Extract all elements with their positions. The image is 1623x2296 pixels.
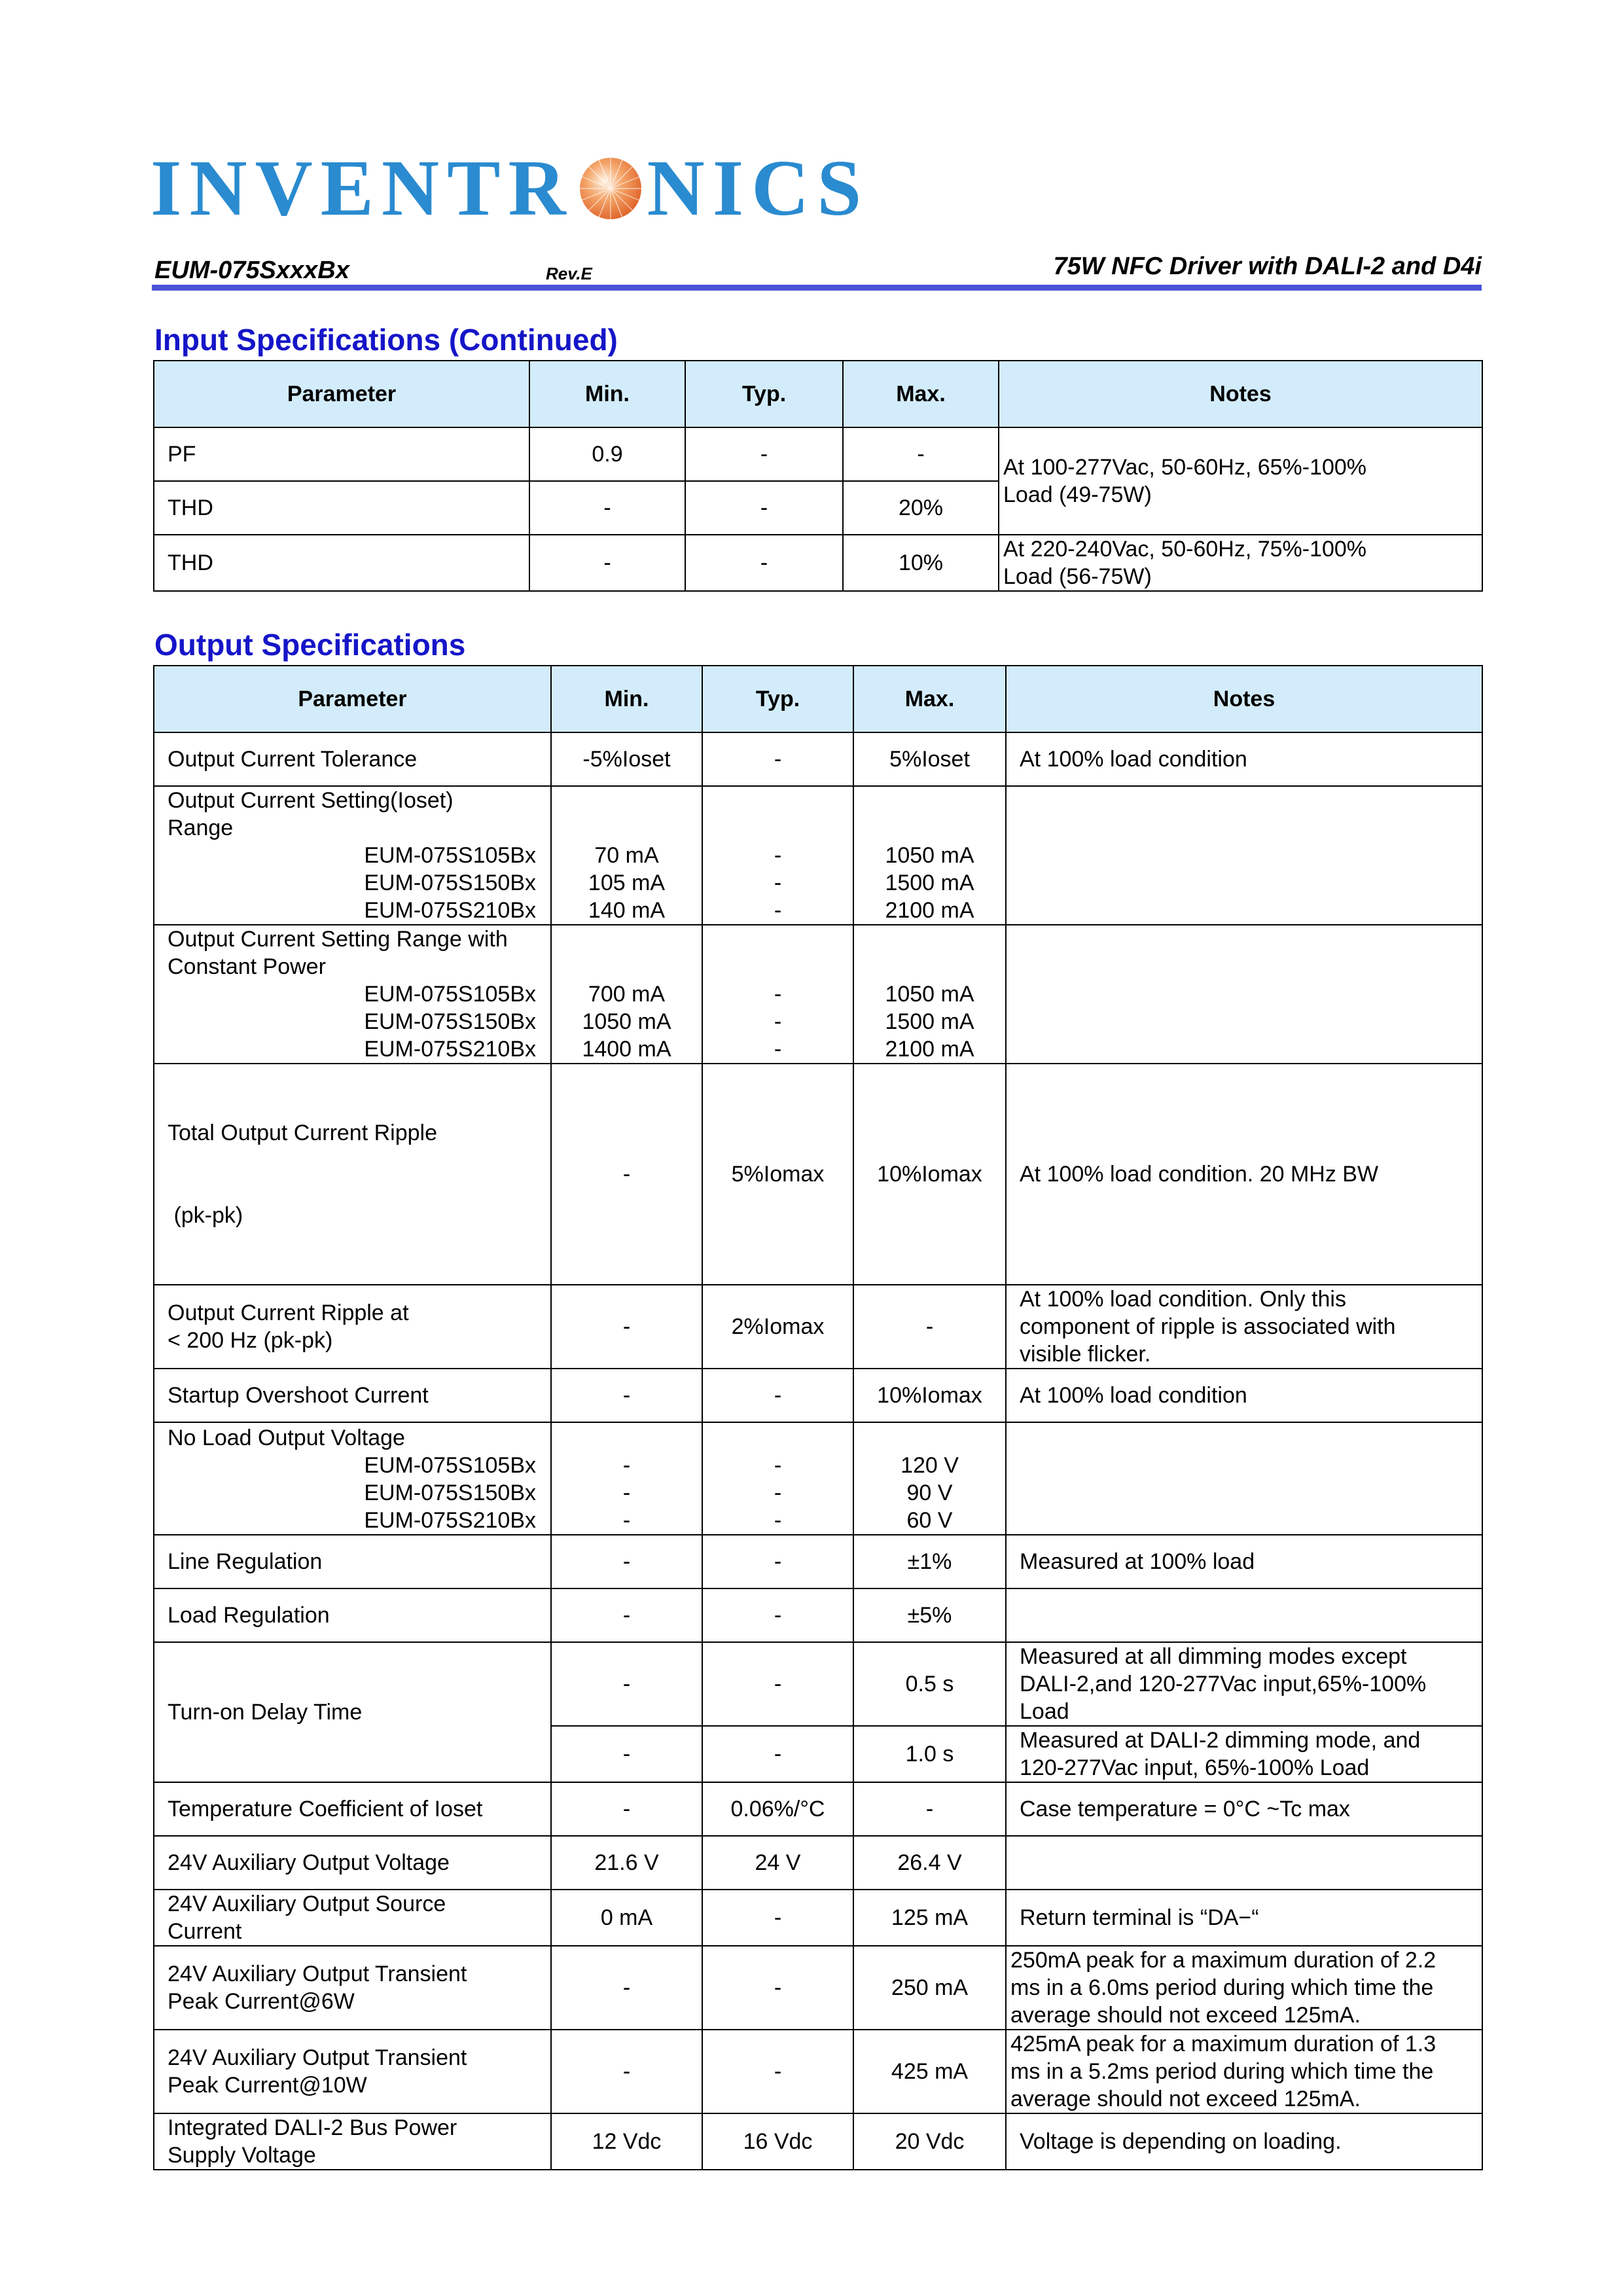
typ-cell: - — [702, 1535, 853, 1588]
value-line: 120 V — [901, 1453, 959, 1478]
notes-cell: Measured at 100% load — [1006, 1535, 1482, 1588]
model-number: EUM-075SxxxBx — [154, 257, 349, 284]
param-line: Current — [168, 1919, 242, 1944]
table-row — [154, 1285, 1482, 1369]
typ-cell: - — [685, 481, 843, 535]
table-row — [154, 1588, 1482, 1642]
max-cell: 26.4 V — [853, 1836, 1006, 1890]
max-cell: ±1% — [853, 1535, 1006, 1588]
note-line: Measured at all dimming modes except — [1020, 1644, 1407, 1669]
value-line: 90 V — [906, 1480, 953, 1505]
col-max: Max. — [853, 666, 1006, 732]
notes-cell — [1006, 1946, 1482, 2030]
typ-cell: - — [685, 427, 843, 481]
notes-cell — [1006, 1836, 1482, 1890]
value-line: 700 mA — [588, 982, 666, 1007]
table-row — [154, 1642, 1482, 1726]
note-line: At 100% load condition. Only this — [1020, 1287, 1346, 1312]
typ-cell — [702, 1422, 853, 1535]
col-min: Min. — [551, 666, 702, 732]
max-cell: ±5% — [853, 1588, 1006, 1642]
value-line: - — [774, 898, 782, 923]
max-cell — [853, 1422, 1006, 1535]
param-line: No Load Output Voltage — [168, 1426, 405, 1450]
note-line: Load (56-75W) — [1003, 564, 1152, 589]
max-cell: 1.0 s — [853, 1726, 1006, 1782]
col-notes: Notes — [1006, 666, 1482, 732]
input-spec-table — [153, 360, 1483, 592]
model-line: EUM-075S150Bx — [364, 1009, 536, 1034]
col-typ: Typ. — [685, 361, 843, 427]
max-cell: 125 mA — [853, 1890, 1006, 1946]
max-cell: 425 mA — [853, 2030, 1006, 2113]
notes-cell — [1006, 1285, 1482, 1369]
param-cell: Turn-on Delay Time — [154, 1642, 551, 1782]
param-cell: THD — [154, 481, 529, 535]
note-line: 425mA peak for a maximum duration of 1.3 — [1010, 2032, 1436, 2056]
logo-text-right: NICS — [647, 144, 870, 232]
param-cell — [154, 1285, 551, 1369]
typ-cell: - — [702, 1946, 853, 2030]
model-line: EUM-075S150Bx — [364, 1480, 536, 1505]
min-cell — [551, 925, 702, 1064]
typ-cell — [702, 925, 853, 1064]
param-line: 24V Auxiliary Output Transient — [168, 2045, 467, 2070]
param-cell: Output Current Tolerance — [154, 732, 551, 786]
typ-cell: - — [702, 1890, 853, 1946]
note-line: ms in a 6.0ms period during which time the — [1010, 1975, 1434, 2000]
min-cell: - — [551, 1642, 702, 1726]
note-line: At 220-240Vac, 50-60Hz, 75%-100% — [1003, 537, 1367, 562]
notes-cell — [1006, 2030, 1482, 2113]
output-spec-table — [153, 665, 1483, 2170]
note-line: average should not exceed 125mA. — [1010, 2003, 1361, 2028]
param-cell: PF — [154, 427, 529, 481]
param-cell: THD — [154, 535, 529, 591]
param-cell — [154, 1064, 551, 1285]
table-row — [154, 427, 1482, 481]
param-cell: 24V Auxiliary Output Voltage — [154, 1836, 551, 1890]
value-line: - — [774, 982, 782, 1007]
max-cell: 20 Vdc — [853, 2113, 1006, 2170]
notes-cell — [1006, 925, 1482, 1064]
model-line: EUM-075S105Bx — [364, 843, 536, 868]
param-cell — [154, 1422, 551, 1535]
note-line: Measured at DALI-2 dimming mode, and — [1020, 1728, 1421, 1753]
param-line: Peak Current@6W — [168, 1989, 355, 2014]
model-line: EUM-075S210Bx — [364, 1037, 536, 1062]
col-parameter: Parameter — [154, 361, 529, 427]
model-line: EUM-075S210Bx — [364, 898, 536, 923]
min-cell: 0 mA — [551, 1890, 702, 1946]
value-line: 1050 mA — [885, 982, 974, 1007]
output-section-title: Output Specifications — [154, 628, 466, 662]
typ-cell: - — [702, 732, 853, 786]
col-max: Max. — [843, 361, 999, 427]
param-cell: Startup Overshoot Current — [154, 1369, 551, 1422]
value-line: 1050 mA — [582, 1009, 671, 1034]
param-cell — [154, 2113, 551, 2170]
input-section-title: Input Specifications (Continued) — [154, 323, 618, 357]
notes-cell — [1006, 786, 1482, 925]
revision: Rev.E — [546, 264, 592, 283]
value-line: 70 mA — [594, 843, 659, 868]
param-cell — [154, 786, 551, 925]
model-line: EUM-075S210Bx — [364, 1508, 536, 1533]
model-line: EUM-075S150Bx — [364, 870, 536, 895]
model-line: EUM-075S105Bx — [364, 982, 536, 1007]
product-title: 75W NFC Driver with DALI-2 and D4i — [1053, 253, 1482, 280]
company-logo — [151, 144, 870, 232]
param-line: Peak Current@10W — [168, 2073, 367, 2098]
param-line: < 200 Hz (pk-pk) — [168, 1328, 333, 1353]
min-cell: - — [551, 1285, 702, 1369]
typ-cell — [702, 786, 853, 925]
value-line: - — [774, 1453, 782, 1478]
table-row — [154, 925, 1482, 1064]
min-cell: - — [551, 1535, 702, 1588]
min-cell: - — [529, 535, 685, 591]
table-row — [154, 1369, 1482, 1422]
param-cell: Temperature Coefficient of Ioset — [154, 1782, 551, 1836]
note-line: Load (49-75W) — [1003, 482, 1152, 507]
note-line: 120-277Vac input, 65%-100% Load — [1020, 1755, 1370, 1780]
note-line: component of ripple is associated with — [1020, 1314, 1396, 1339]
table-row — [154, 1064, 1482, 1285]
header-rule — [152, 285, 1482, 291]
table-row — [154, 1890, 1482, 1946]
param-line: 24V Auxiliary Output Transient — [168, 1962, 467, 1986]
value-line: 1400 mA — [582, 1037, 671, 1062]
param-line: Total Output Current Ripple — [168, 1121, 437, 1145]
min-cell: - — [551, 1064, 702, 1285]
max-cell — [853, 786, 1006, 925]
notes-cell: At 100% load condition — [1006, 1369, 1482, 1422]
max-cell: 10%Iomax — [853, 1064, 1006, 1285]
max-cell: 5%Ioset — [853, 732, 1006, 786]
value-line: - — [774, 843, 782, 868]
typ-cell: - — [702, 1726, 853, 1782]
typ-cell: - — [685, 535, 843, 591]
col-notes: Notes — [999, 361, 1482, 427]
value-line: 1050 mA — [885, 843, 974, 868]
param-cell: Line Regulation — [154, 1535, 551, 1588]
table-row — [154, 1782, 1482, 1836]
notes-cell: Case temperature = 0°C ~Tc max — [1006, 1782, 1482, 1836]
param-line: Constant Power — [168, 954, 326, 979]
value-line: 2100 mA — [885, 1037, 974, 1062]
max-cell — [853, 925, 1006, 1064]
min-cell: -5%Ioset — [551, 732, 702, 786]
min-cell: 0.9 — [529, 427, 685, 481]
typ-cell: - — [702, 1642, 853, 1726]
notes-cell: At 100% load condition. 20 MHz BW — [1006, 1064, 1482, 1285]
value-line: - — [774, 1508, 782, 1533]
max-cell: - — [853, 1285, 1006, 1369]
param-line: Output Current Setting(Ioset) — [168, 788, 454, 813]
typ-cell: 0.06%/°C — [702, 1782, 853, 1836]
param-line: (pk-pk) — [168, 1203, 243, 1228]
value-line: - — [774, 1480, 782, 1505]
typ-cell: 16 Vdc — [702, 2113, 853, 2170]
min-cell — [551, 1422, 702, 1535]
param-cell: Load Regulation — [154, 1588, 551, 1642]
value-line: 1500 mA — [885, 1009, 974, 1034]
min-cell: - — [551, 1782, 702, 1836]
table-row — [154, 1836, 1482, 1890]
table-row — [154, 2113, 1482, 2170]
note-line: visible flicker. — [1020, 1342, 1151, 1367]
table-row — [154, 1535, 1482, 1588]
table-row — [154, 2030, 1482, 2113]
max-cell: 250 mA — [853, 1946, 1006, 2030]
value-line: - — [774, 870, 782, 895]
table-row — [154, 535, 1482, 591]
param-cell — [154, 1946, 551, 2030]
min-cell: - — [551, 1369, 702, 1422]
min-cell: - — [551, 2030, 702, 2113]
notes-cell: At 100% load condition — [1006, 732, 1482, 786]
max-cell: 10%Iomax — [853, 1369, 1006, 1422]
model-line: EUM-075S105Bx — [364, 1453, 536, 1478]
param-line: Range — [168, 816, 234, 840]
max-cell: 10% — [843, 535, 999, 591]
note-line: Load — [1020, 1699, 1069, 1724]
col-parameter: Parameter — [154, 666, 551, 732]
typ-cell: 5%Iomax — [702, 1064, 853, 1285]
notes-cell: Voltage is depending on loading. — [1006, 2113, 1482, 2170]
param-line: Integrated DALI-2 Bus Power — [168, 2115, 457, 2140]
notes-cell — [1006, 1588, 1482, 1642]
note-line: ms in a 5.2ms period during which time the — [1010, 2059, 1434, 2084]
max-cell: 0.5 s — [853, 1642, 1006, 1726]
value-line: 140 mA — [588, 898, 666, 923]
min-cell: - — [551, 1726, 702, 1782]
typ-cell: 2%Iomax — [702, 1285, 853, 1369]
min-cell: 12 Vdc — [551, 2113, 702, 2170]
notes-cell — [999, 427, 1482, 535]
notes-cell — [1006, 1726, 1482, 1782]
param-cell — [154, 2030, 551, 2113]
notes-cell — [1006, 1422, 1482, 1535]
param-line: Supply Voltage — [168, 2143, 316, 2168]
value-line: 105 mA — [588, 870, 666, 895]
note-line: At 100-277Vac, 50-60Hz, 65%-100% — [1003, 455, 1367, 480]
note-line: average should not exceed 125mA. — [1010, 2087, 1361, 2111]
min-cell: - — [551, 1588, 702, 1642]
value-line: 2100 mA — [885, 898, 974, 923]
min-cell — [551, 786, 702, 925]
min-cell: - — [529, 481, 685, 535]
table-header-row — [154, 666, 1482, 732]
param-cell — [154, 925, 551, 1064]
table-header-row — [154, 361, 1482, 427]
typ-cell: - — [702, 2030, 853, 2113]
table-row — [154, 786, 1482, 925]
max-cell: 20% — [843, 481, 999, 535]
sun-logo-icon — [578, 156, 643, 221]
col-typ: Typ. — [702, 666, 853, 732]
param-cell — [154, 1890, 551, 1946]
param-line: Output Current Ripple at — [168, 1300, 409, 1325]
param-line: Output Current Setting Range with — [168, 927, 508, 952]
logo-text-left: INVENTR — [151, 144, 574, 232]
value-line: 60 V — [906, 1508, 953, 1533]
value-line: - — [774, 1037, 782, 1062]
notes-cell — [1006, 1642, 1482, 1726]
note-line: DALI-2,and 120-277Vac input,65%-100% — [1020, 1672, 1427, 1696]
max-cell: - — [843, 427, 999, 481]
value-line: - — [774, 1009, 782, 1034]
typ-cell: 24 V — [702, 1836, 853, 1890]
min-cell: 21.6 V — [551, 1836, 702, 1890]
max-cell: - — [853, 1782, 1006, 1836]
value-line: - — [622, 1508, 631, 1533]
notes-cell: Return terminal is “DA−“ — [1006, 1890, 1482, 1946]
typ-cell: - — [702, 1369, 853, 1422]
table-row — [154, 1946, 1482, 2030]
table-row — [154, 1422, 1482, 1535]
typ-cell: - — [702, 1588, 853, 1642]
value-line: - — [622, 1480, 631, 1505]
table-row — [154, 732, 1482, 786]
value-line: - — [622, 1453, 631, 1478]
min-cell: - — [551, 1946, 702, 2030]
param-line: 24V Auxiliary Output Source — [168, 1892, 446, 1916]
notes-cell — [999, 535, 1482, 591]
value-line: 1500 mA — [885, 870, 974, 895]
col-min: Min. — [529, 361, 685, 427]
note-line: 250mA peak for a maximum duration of 2.2 — [1010, 1948, 1436, 1973]
